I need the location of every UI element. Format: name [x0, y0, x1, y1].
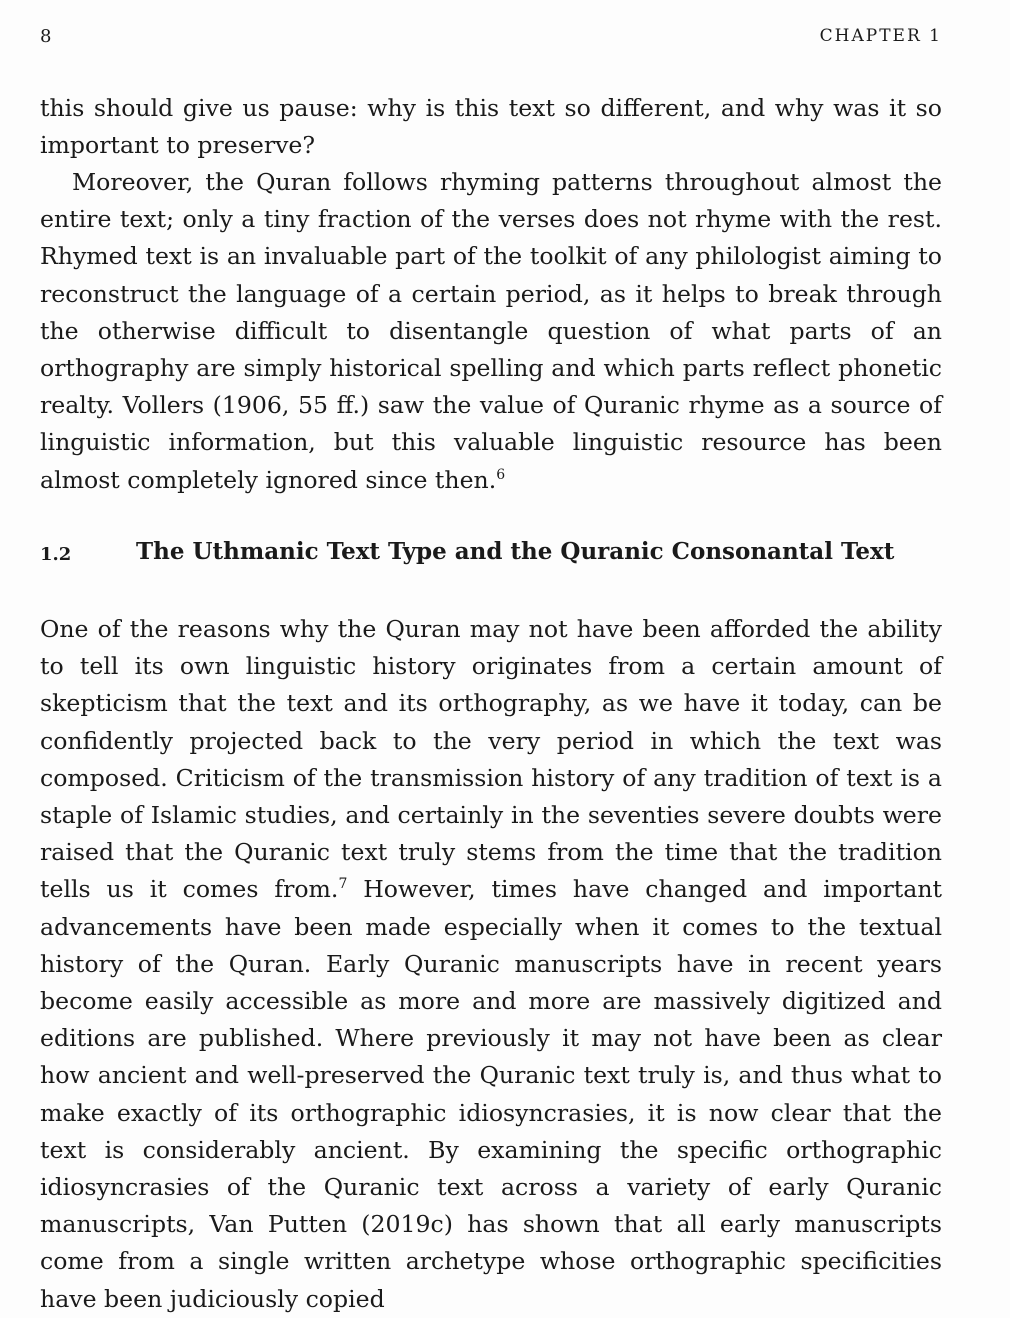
section-number: 1.2	[40, 544, 72, 565]
paragraph-continuation: this should give us pause: why is this text so different, and why was it so important to preserve?	[40, 94, 942, 160]
running-header	[40, 26, 942, 50]
paragraph-rhyme	[40, 164, 942, 499]
footnote-ref-7[interactable]: 7	[338, 876, 348, 893]
section-title: The Uthmanic Text Type and the Quranic Consonantal Text	[136, 538, 895, 565]
section-heading	[40, 538, 942, 574]
paragraph-uthmanic	[40, 611, 942, 1318]
footnote-ref-6[interactable]: 6	[496, 466, 506, 483]
page-number: 8	[40, 26, 52, 47]
paragraph-uthmanic-text-1: One of the reasons why the Quran may not have been afforded the ability to tell its own linguistic history originates from a certain amount of skepticism that the text and its orthography, as we have it today, can be confidently projected back to the very period in which the text was composed. Criticism of the transmission history of any tradition of text is a staple of Islamic studies, and certainly in the seventies severe doubts were raised that the Quranic text truly stems from the time that the tradition tells us it comes from.	[40, 615, 942, 904]
paragraph-uthmanic-text-2: However, times have changed and important advancements have been made especially when it comes to the textual history of the Quran. Early Quranic manuscripts have in recent years become easily accessible as more and more are massively digitized and editions are published. Where previously it may not have been as clear how ancient and well-preserved the Quranic text truly is, and thus what to make exactly of its orthographic idiosyncrasies, it is now clear that the text is considerably ancient. By examining the specific orthographic idiosyncrasies of the Quranic text across a variety of early Quranic manuscripts, Van Putten (2019c) has shown that all early manuscripts come from a single written archetype whose orthographic specificities have been judiciously copied	[40, 875, 942, 1313]
chapter-label: CHAPTER 1	[819, 26, 942, 46]
book-page	[40, 0, 942, 1313]
paragraph-rhyme-text: Moreover, the Quran follows rhyming patterns throughout almost the entire text; only a tiny fraction of the verses does not rhyme with the rest. Rhymed text is an invaluable part of the toolkit of any philologist aiming to reconstruct the language of a certain period, as it helps to break through the otherwise difficult to disentangle question of what parts of an orthography are simply historical spelling and which parts reflect phonetic realty. Vollers (1906, 55 ff.) saw the value of Quranic rhyme as a source of linguistic information, but this valuable linguistic resource has been almost completely ignored since then.	[40, 168, 942, 494]
